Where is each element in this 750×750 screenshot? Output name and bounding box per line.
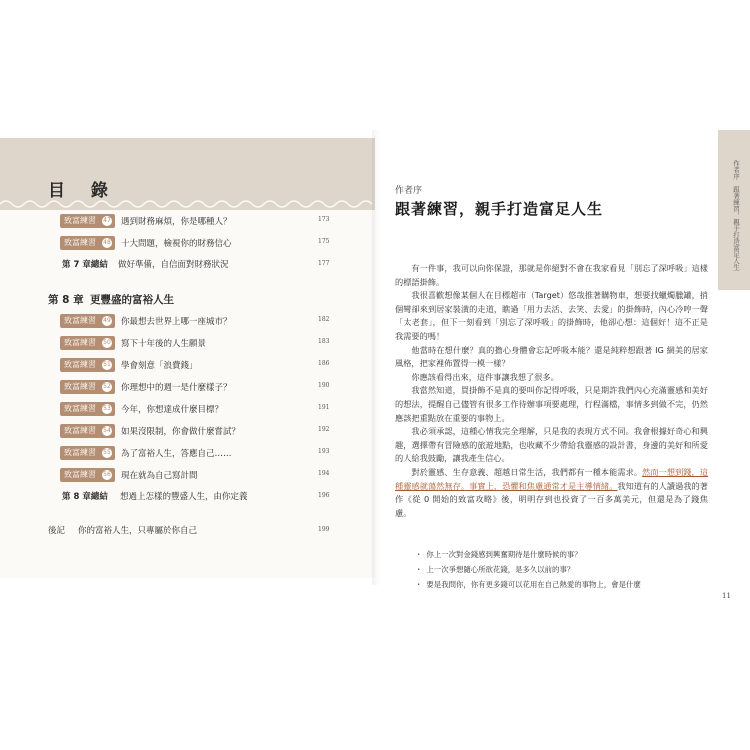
entry-page: 199 [318, 526, 330, 533]
entry-title: 現在就為自己寫計間 [121, 471, 198, 481]
entry-page: 175 [318, 238, 330, 245]
toc-page [0, 138, 375, 578]
exercise-badge: 致富練習 56 [60, 468, 115, 482]
entry-title: 你理想中的週一是什麼樣子？ [121, 383, 232, 393]
entry-title: 你最想去世界上哪一座城市？ [121, 317, 232, 327]
entry-title: 如果沒限制，你會做什麼嘗試？ [121, 427, 241, 437]
toc-afterword[interactable] [0, 524, 375, 542]
exercise-badge: 致富練習 53 [60, 402, 115, 416]
exercise-badge: 致富練習 52 [60, 380, 115, 394]
highlighted-text: 然而一想到錢，這種靈感就蕩然無存。事實上，恐懼和焦慮通常才是主導情緒。 [395, 466, 708, 491]
toc-header-band [0, 138, 375, 210]
page-gutter [372, 130, 380, 585]
summary-text: 想過上怎樣的豐盛人生，由你定義 [120, 492, 248, 502]
entry-title: 今年，你想達成什麼目標？ [121, 405, 224, 415]
entry-title: 學會刻意「浪費錢」 [121, 361, 198, 371]
paragraph: 我很喜歡想像某個人在目標超市（Target）悠哉推著購物車，想要找蠟燭臘罐，捎個彎卻來到居家裝潢的走道，瞧過「用力去活、去笑、去愛」的掛飾時，內心冷哼一聲「太老套」，但下一刻看到「別忘了深呼吸」的掛飾時，他卻心想：這個好！這不正是我需要的嗎！ [395, 290, 708, 341]
question-item: ・ 上一次爭想隨心所欲花錢，是多久以前的事？ [415, 562, 715, 577]
afterword-text: 你的富裕人生，只專屬於你自己 [78, 526, 198, 536]
toc-title: 目 錄 [48, 181, 118, 201]
exercise-badge: 致富練習 55 [60, 446, 115, 460]
toc-entry[interactable] [0, 358, 375, 376]
question-list [415, 547, 715, 592]
paragraph: 我當然知道，買掛飾不是真的要叫你記得呼吸，只是期許我們內心充滿靈感和美好的想法，提醒自己儘管有很多工作待辦事項要處理，行程滿檔，事情多到做不完，仍然應該把重點放在重要的事物上。 [395, 385, 708, 423]
toc-entry[interactable] [0, 214, 375, 232]
summary-label: 第 8 章總結 [62, 492, 108, 502]
entry-page: 193 [318, 448, 330, 455]
toc-entry[interactable] [0, 380, 375, 398]
entry-page: 192 [318, 426, 330, 433]
entry-page: 194 [318, 470, 330, 477]
preface-label: 作者序 [395, 186, 423, 196]
entry-page: 190 [318, 382, 330, 389]
page-number: 11 [722, 592, 731, 600]
preface-body [395, 262, 708, 520]
entry-page: 186 [318, 360, 330, 367]
toc-entry[interactable] [0, 468, 375, 486]
exercise-badge: 致富練習 47 [60, 214, 115, 228]
exercise-badge: 致富練習 48 [60, 236, 115, 250]
wave-divider [0, 198, 375, 210]
toc-entry[interactable] [0, 236, 375, 254]
paragraph: 他當時在想什麼？真的擔心身體會忘記呼吸本能？還是純粹想跟著 IG 網美的居家風格，把家裡佈置得一模一樣？ [395, 344, 708, 369]
summary-text: 做好準備，自信面對財務狀況 [118, 260, 229, 270]
toc-entry[interactable] [0, 336, 375, 354]
paragraph: 我必須承認，這種心情我完全理解，只是我的表現方式不同。我會根據好奇心和興趣，選擇帶有冒險感的旅遊地點，也收藏不少帶給我靈感的設計書，身邊的美好和所愛的人給我鼓勵，讓我產生信心。 [395, 426, 708, 464]
entry-page: 173 [318, 216, 330, 223]
paragraph: 對於靈感、生存意義、超越日常生活，我們都有一種本能需求。然而一想到錢，這種靈感就蕩然無存。事實上，恐懼和焦慮通常才是主導情緒。我知道有的人讀過我的著作《從 0 開始的致富攻略》後，明明存到也投資了一百多萬美元，但還是為了錢焦慮。 [395, 466, 708, 518]
afterword-label: 後記 [48, 526, 66, 536]
toc-entry[interactable] [0, 446, 375, 464]
paragraph: 有一件事，我可以向你保證，那就是你絕對不會在我家看見「別忘了深呼吸」這樣的標語掛飾。 [395, 263, 708, 287]
toc-entry[interactable] [0, 402, 375, 420]
exercise-badge: 致富練習 50 [60, 336, 115, 350]
question-item: ・ 你上一次對金錢感到興奮期待是什麼時候的事？ [415, 547, 715, 562]
summary-label: 第 7 章總結 [62, 260, 108, 270]
entry-title: 十大問題，檢視你的財務信心 [121, 239, 232, 249]
entry-title: 寫下十年後的人生願景 [121, 339, 207, 349]
toc-entry[interactable] [0, 314, 375, 332]
running-head: 作者序 跟著練習，親手打造富足人生 [732, 160, 740, 271]
toc-summary-7[interactable] [0, 258, 375, 276]
toc-summary-8[interactable] [0, 490, 375, 508]
exercise-badge: 致富練習 49 [60, 314, 115, 328]
entry-page: 196 [318, 492, 330, 499]
chapter-8-heading[interactable] [0, 292, 375, 310]
paragraph: 你應該看得出來，這件事讓我想了很多。 [411, 371, 559, 382]
question-item: ・ 要是我問你，你有更多錢可以花用在自己熱愛的事物上，會是什麼 [415, 577, 715, 592]
toc-entry[interactable] [0, 424, 375, 442]
entry-page: 183 [318, 338, 330, 345]
chapter-title: 更豐盛的富裕人生 [90, 294, 174, 306]
entry-title: 遇到財務麻煩，你是哪種人？ [121, 217, 232, 227]
exercise-badge: 致富練習 51 [60, 358, 115, 372]
chapter-label: 第 8 章 [48, 294, 84, 306]
exercise-badge: 致富練習 54 [60, 424, 115, 438]
entry-page: 182 [318, 316, 330, 323]
entry-page: 191 [318, 404, 330, 411]
preface-title: 跟著練習，親手打造富足人生 [395, 200, 604, 218]
entry-title: 為了富裕人生，答應自己…… [121, 449, 232, 459]
entry-page: 177 [318, 260, 330, 267]
